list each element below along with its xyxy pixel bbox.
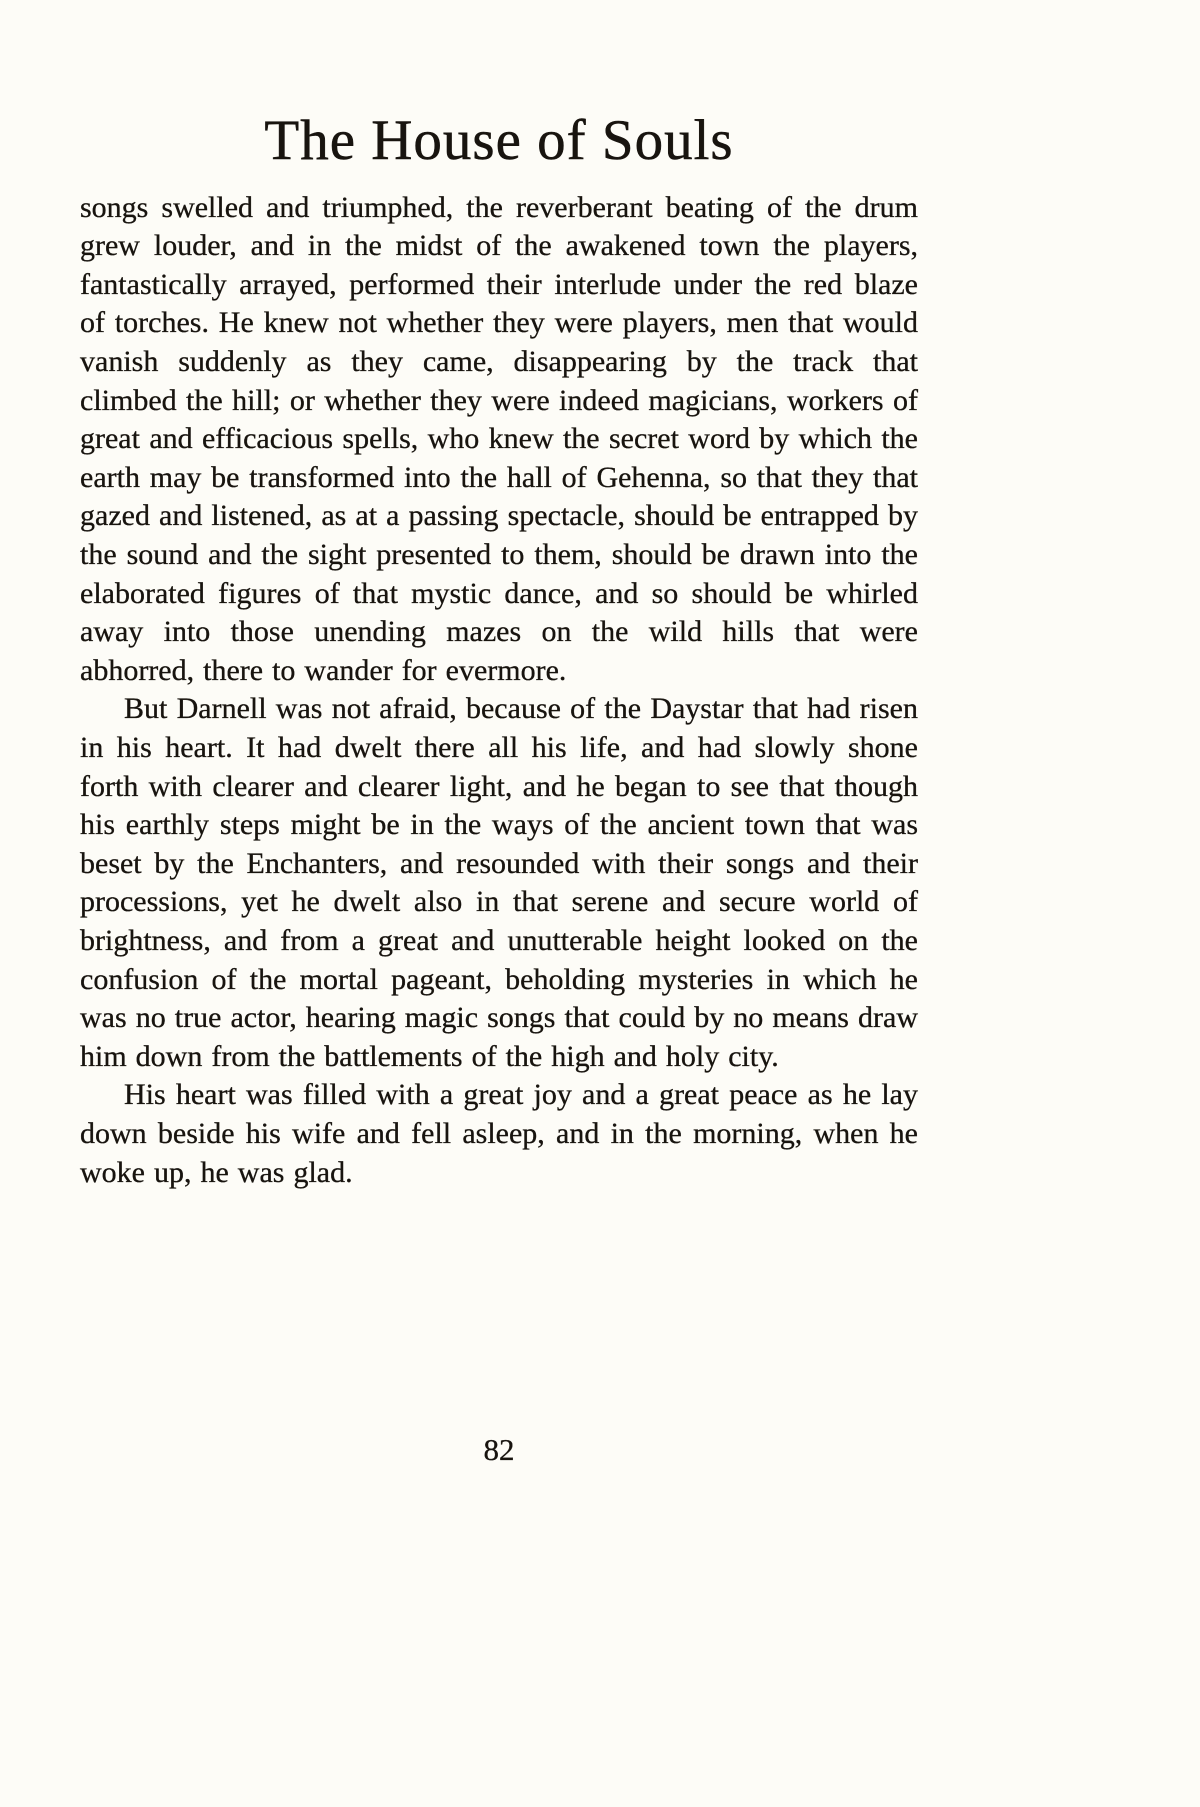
page-title: The House of Souls (264, 109, 734, 172)
text-block (80, 110, 918, 1192)
page-number: 82 (483, 1432, 515, 1467)
paragraph: His heart was filled with a great joy and a great peace as he lay down beside his wife and fell asleep, and in the morning, when he woke up, he was glad. (80, 1078, 918, 1189)
paragraph: songs swelled and triumphed, the reverberant beating of the drum grew louder, and in the midst of the awakened town the players, fantastically arrayed, performed their interlude under the red blaze of torches. He knew not whether they were players, men that would vanish suddenly as they came, disappearing by the track that climbed the hill; or whether they were indeed magicians, workers of great and efficacious spells, who knew the secret word by which the earth may be transformed into the hall of Gehenna, so that they that gazed and listened, as at a passing spectacle, should be entrapped by the sound and the sight presented to them, should be drawn into the elaborated figures of that mystic dance, and so should be whirled away into those unending mazes on the wild hills that were abhorred, there to wander for evermore. (80, 190, 918, 687)
paragraph: But Darnell was not afraid, because of the Daystar that had risen in his heart. It had dwelt there all his life, and had slowly shone forth with clearer and clearer light, and he began to see that though his earthly steps might be in the ways of the ancient town that was beset by the Enchanters, and resounded with their songs and their processions, yet he dwelt also in that serene and secure world of brightness, and from a great and unutterable height looked on the confusion of the mortal pageant, beholding mysteries in which he was no true actor, hearing magic songs that could by no means draw him down from the battlements of the high and holy city. (80, 692, 918, 1073)
